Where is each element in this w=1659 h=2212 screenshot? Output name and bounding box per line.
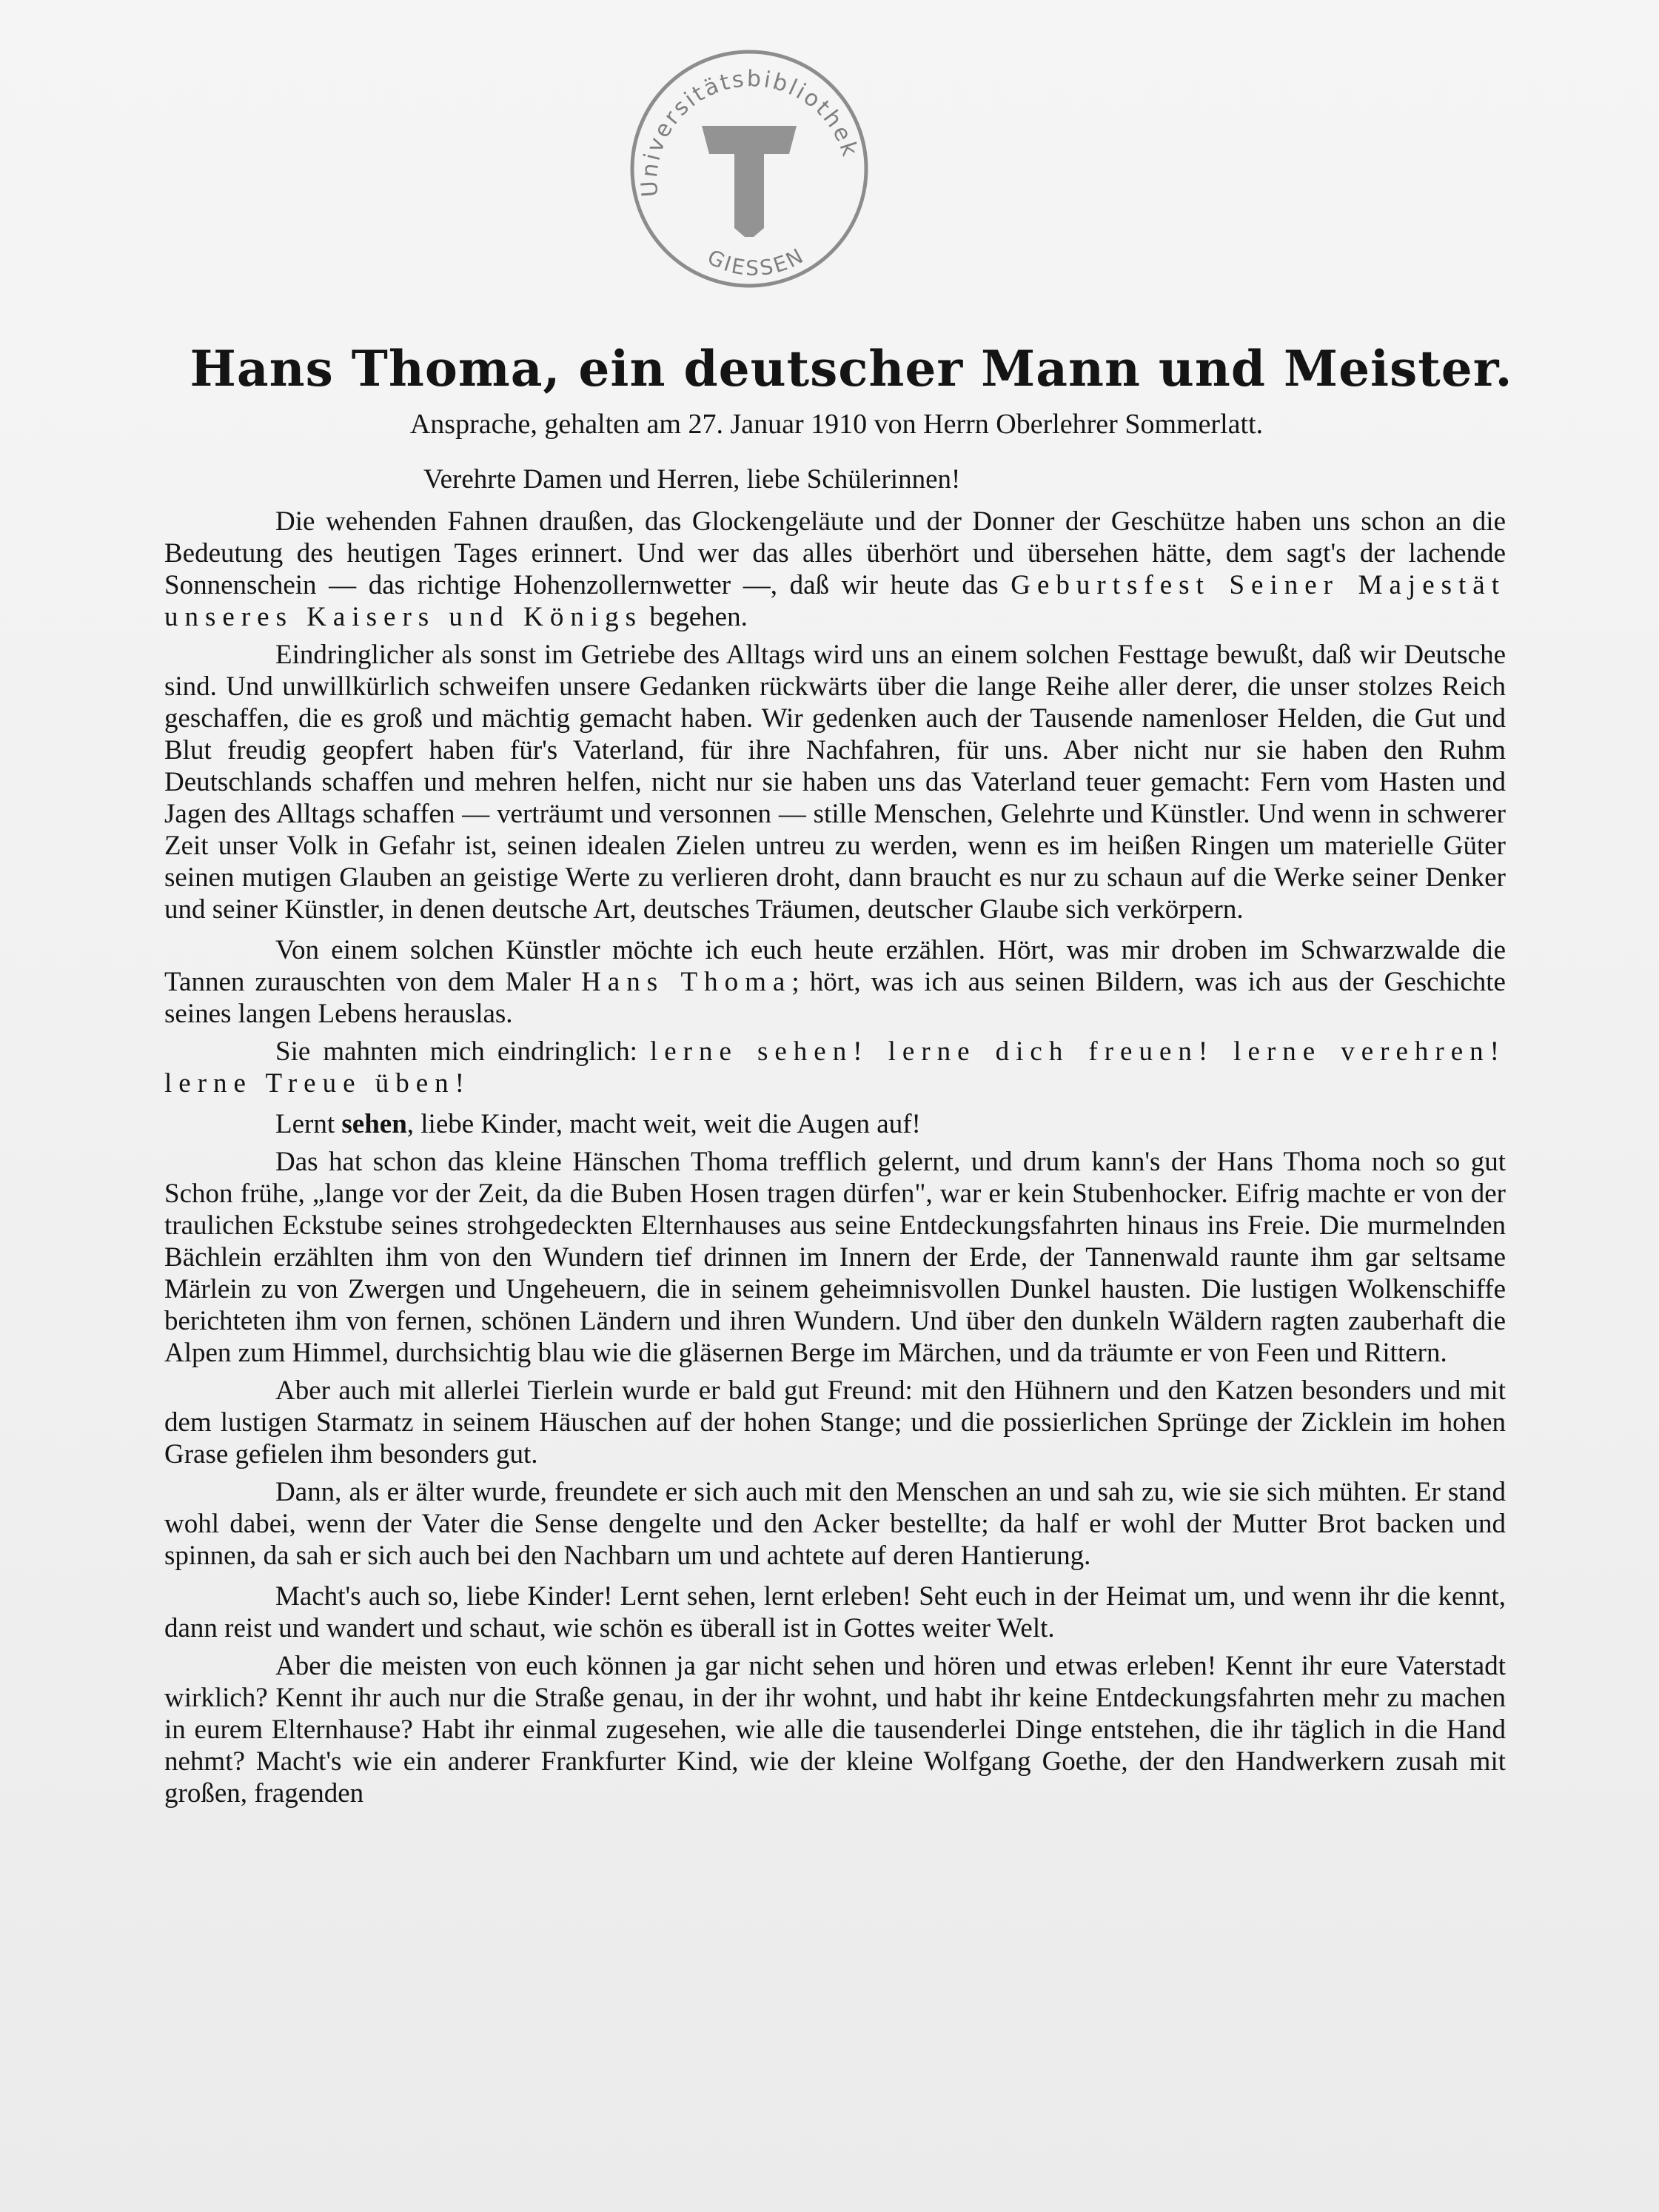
- paragraph-3: [164, 934, 1506, 1030]
- stamp-bottom-text: GIESSEN: [703, 242, 809, 281]
- page-subtitle: Ansprache, gehalten am 27. Januar 1910 von Herrn Oberlehrer Sommerlatt.: [409, 409, 1264, 440]
- stamp-top-text: Universitätsbibliothek: [636, 66, 864, 198]
- paragraph-5-text: Lernt: [275, 1109, 335, 1139]
- spaced-emphasis: Geburtsfest Seiner Majestät unseres Kaisers und Königs: [164, 570, 1506, 632]
- page-title: Hans Thoma, ein deutscher Mann und Meister.: [190, 340, 1513, 398]
- paragraph-3-end: ; hört, was ich aus seinen Bildern, was ich aus der Geschichte seines langen Lebens herauslas.: [164, 967, 1506, 1029]
- paragraph-6: Das hat schon das kleine Hänschen Thoma trefflich gelernt, und drum kann's der Hans Thoma noch so gut Schon frühe, „lange vor der Zeit, da die Buben Hosen tragen dürfen", war er kein Stubenhocker. Eifrig machte er von der traulichen Eckstube seines strohgedeckten Elternhauses aus seine Entdeckungsfahrten hinaus ins Freie. Die murmelnden Bächlein erzählten ihm von den Wundern tief drinnen im Innern der Erde, der Tannenwald raunte ihm gar seltsame Märlein zu von Zwergen und Ungeheuern, die in seinem geheimnisvollen Dunkel hausten. Die lustigen Wolkenschiffe berichteten ihm von fernen, schönen Ländern und ihren Wundern. Und über den dunkeln Wäldern ragten zauberhaft die Alpen zum Himmel, durchsichtig blau wie die gläsernen Berge im Märchen, und da träumte er von Feen und Rittern.: [164, 1147, 1506, 1368]
- document-body: [164, 463, 1506, 1815]
- paragraph-9: Macht's auch so, liebe Kinder! Lernt sehen, lernt erleben! Seht euch in der Heimat um, und wenn ihr die kennt, dann reist und wandert und schaut, wie schön es überall ist in Gottes weiter Welt.: [164, 1581, 1506, 1643]
- library-stamp: [606, 43, 893, 295]
- paragraph-3-text: Von einem solchen Künstler möchte ich euch heute erzählen. Hört, was mir droben im Schwarzwalde die Tannen zurauschten von dem Maler: [164, 935, 1506, 997]
- salutation: Verehrte Damen und Herren, liebe Schülerinnen!: [423, 464, 961, 495]
- paragraph-1-text: Die wehenden Fahnen draußen, das Glockengeläute und der Donner der Geschütze haben uns schon an die Bedeutung des heutigen Tages erinnert. Und wer das alles überhört und übersehen hätte, dem sagt's der lachende Sonnenschein — das richtige Hohenzollernwetter —, daß wir heute das: [164, 506, 1506, 600]
- spaced-maxims: lerne sehen! lerne dich freuen! lerne verehren! lerne Treue üben!: [164, 1036, 1506, 1099]
- bold-emphasis: sehen: [341, 1109, 407, 1139]
- paragraph-5-end: , liebe Kinder, macht weit, weit die Augen auf!: [406, 1109, 921, 1139]
- paragraph-4-text: Sie mahnten mich eindringlich:: [275, 1036, 637, 1067]
- paragraph-4: [164, 1036, 1506, 1099]
- tau-cross-icon: [702, 126, 797, 237]
- spaced-name: Hans Thoma: [581, 967, 792, 997]
- svg-text:GIESSEN: [703, 243, 808, 281]
- paragraph-7: Aber auch mit allerlei Tierlein wurde er bald gut Freund: mit den Hühnern und den Katzen besonders und mit dem lustigen Starmatz in seinem Häuschen auf der hohen Stange; und die possierlichen Sprünge der Zicklein im hohen Grase gefielen ihm besonders gut.: [164, 1375, 1506, 1469]
- paragraph-8: Dann, als er älter wurde, freundete er sich auch mit den Menschen an und sah zu, wie sie sich mühten. Er stand wohl dabei, wenn der Vater die Sense dengelte und den Acker bestellte; da half er wohl der Mutter Brot backen und spinnen, da sah er sich auch bei den Nachbarn um und achtete auf deren Hantierung.: [164, 1477, 1506, 1571]
- paragraph-2: Eindringlicher als sonst im Getriebe des Alltags wird uns an einem solchen Festtage bewußt, daß wir Deutsche sind. Und unwillkürlich schweifen unsere Gedanken rückwärts über die lange Reihe aller derer, die unser stolzes Reich geschaffen, die es groß und mächtig gemacht haben. Wir gedenken auch der Tausende namenloser Helden, die Gut und Blut freudig geopfert haben für's Vaterland, für ihre Nachfahren, für uns. Aber nicht nur sie haben den Ruhm Deutschlands schaffen und mehren helfen, nicht nur sie haben uns das Vaterland teuer gemacht: Fern vom Hasten und Jagen des Alltags schaffen — verträumt und versonnen — stille Menschen, Gelehrte und Künstler. Und wenn in schwerer Zeit unser Volk in Gefahr ist, seinen idealen Zielen untreu zu werden, wenn es im heißen Ringen um materielle Güter seinen mutigen Glauben an geistige Werte zu verlieren droht, dann braucht es nur zu schaun auf die Werke seiner Denker und seiner Künstler, in denen deutsche Art, deutsches Träumen, deutscher Glaube sich verkörpern.: [164, 640, 1506, 925]
- paragraph-1-end: begehen.: [649, 602, 748, 632]
- paragraph-1: [164, 506, 1506, 633]
- paragraph-10: Aber die meisten von euch können ja gar nicht sehen und hören und etwas erleben! Kennt ihr eure Vaterstadt wirklich? Kennt ihr auch nur die Straße genau, in der ihr wohnt, und habt ihr keine Entdeckungsfahrten mehr zu machen in eurem Elternhause? Habt ihr einmal zugesehen, wie alle die tausenderlei Dinge entstehen, die ihr täglich in die Hand nehmt? Macht's wie ein anderer Frankfurter Kind, wie der kleine Wolfgang Goethe, der den Handwerkern zusah mit großen, fragenden: [164, 1651, 1506, 1809]
- paragraph-5: [164, 1108, 1506, 1140]
